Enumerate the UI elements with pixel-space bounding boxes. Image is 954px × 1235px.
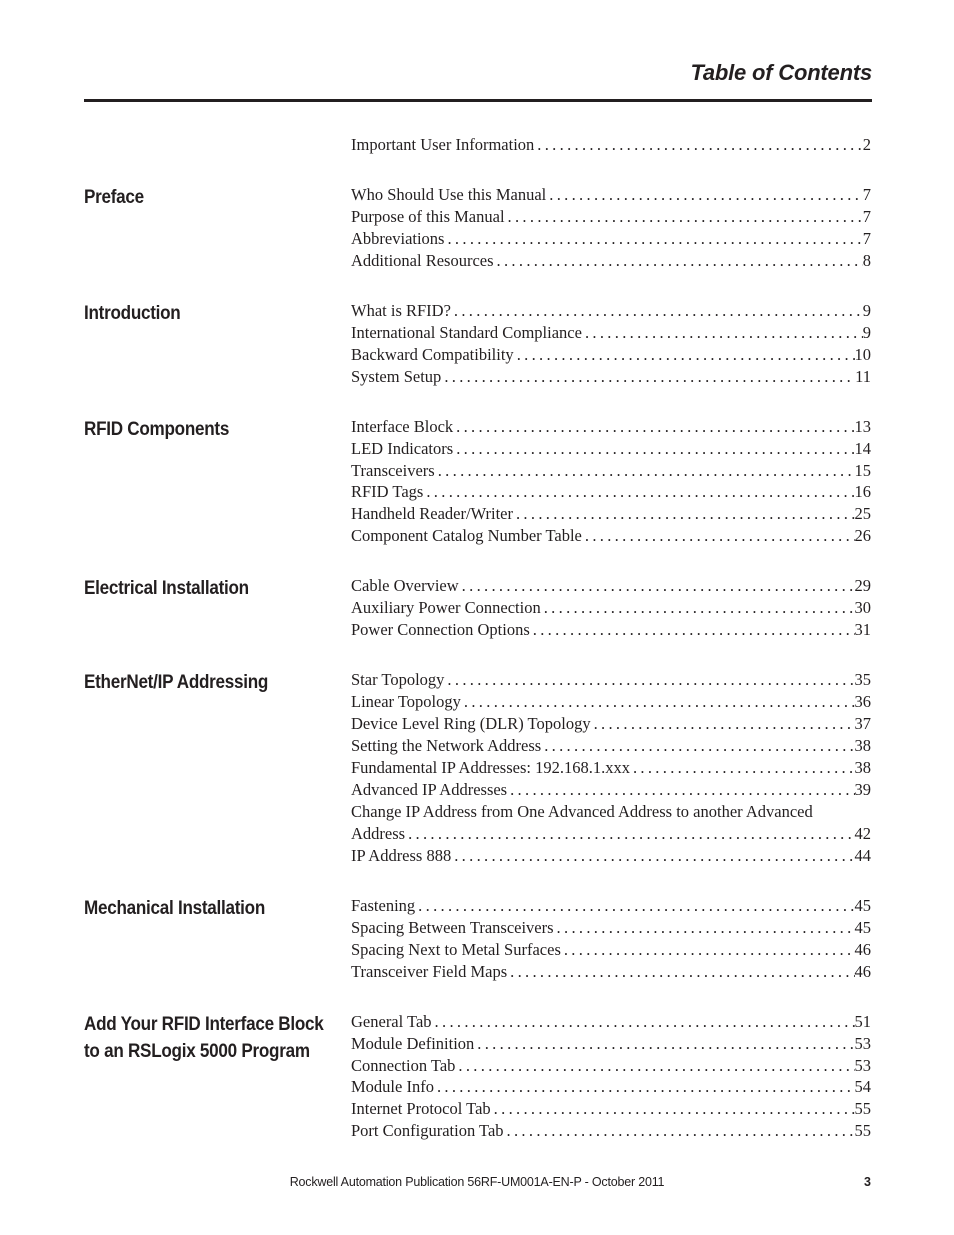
toc-entry-title: Component Catalog Number Table [351, 526, 582, 546]
toc-entry-title: Setting the Network Address [351, 736, 542, 756]
toc-entry-page: 29 [854, 576, 871, 596]
toc-section [84, 1011, 872, 1143]
dot-leader [453, 416, 854, 438]
toc-entry[interactable] [351, 184, 871, 206]
dot-leader [444, 228, 862, 250]
toc-entry[interactable] [351, 939, 871, 961]
toc-entry-title: Port Configuration Tab [351, 1121, 504, 1141]
title-rule [84, 99, 872, 102]
dot-leader [541, 735, 854, 757]
toc-section [84, 895, 872, 983]
toc-section [84, 300, 872, 388]
toc-entry[interactable] [351, 250, 871, 272]
toc-entry-page: 9 [862, 322, 871, 342]
section-heading[interactable] [84, 416, 324, 548]
toc-entry[interactable] [351, 481, 871, 503]
dot-leader [435, 460, 855, 482]
section-entries [351, 184, 871, 272]
dot-leader [455, 1055, 854, 1077]
toc-entry-page: 9 [862, 300, 871, 320]
dot-leader [513, 503, 855, 525]
section-heading[interactable] [84, 895, 324, 983]
dot-leader [591, 713, 855, 735]
toc-section [84, 416, 872, 548]
toc-entry-page: 25 [854, 504, 871, 524]
footer-page-number: 3 [864, 1175, 871, 1189]
toc-entry-page: 16 [854, 482, 871, 502]
toc-entry-page: 35 [854, 670, 871, 690]
toc-entry[interactable] [351, 917, 871, 939]
dot-leader [554, 917, 855, 939]
toc-entry-page: 46 [854, 939, 871, 959]
toc-entry-page: 7 [862, 228, 871, 248]
toc-entry-page: 36 [854, 692, 871, 712]
section-heading[interactable] [84, 575, 324, 641]
dot-leader [582, 322, 863, 344]
toc-entry[interactable] [351, 416, 871, 438]
toc-entry-title: Internet Protocol Tab [351, 1099, 491, 1119]
toc-entry-title: Handheld Reader/Writer [351, 504, 513, 524]
toc-entry-title: General Tab [351, 1011, 432, 1031]
toc-entry-title: Advanced IP Addresses [351, 779, 508, 799]
toc-entry[interactable] [351, 575, 871, 597]
dot-leader [546, 184, 863, 206]
toc-entry-title: Who Should Use this Manual [351, 185, 547, 204]
toc-entry-page: 37 [854, 714, 871, 734]
toc-entry[interactable] [351, 1120, 871, 1142]
dot-leader [507, 961, 854, 983]
section-heading[interactable] [84, 184, 324, 272]
toc-entry-page: 8 [862, 250, 871, 270]
toc-entry-page: 30 [854, 598, 871, 618]
dot-leader [459, 575, 855, 597]
dot-leader [507, 779, 854, 801]
section-heading[interactable] [84, 1011, 324, 1143]
section-entries [351, 669, 871, 867]
toc-entry[interactable] [351, 669, 871, 691]
toc-entry-page: 55 [854, 1099, 871, 1119]
toc-entry[interactable] [351, 366, 871, 388]
dot-leader [491, 1098, 855, 1120]
toc-entry[interactable] [351, 1011, 871, 1033]
section-heading-line: to an RSLogix 5000 Program [84, 1040, 310, 1062]
toc-entry[interactable] [351, 525, 871, 547]
toc-entry-title: Module Info [351, 1077, 434, 1097]
dot-leader [504, 1120, 855, 1142]
dot-leader [432, 1011, 855, 1033]
toc-entry-title: Important User Information [351, 135, 535, 154]
toc-entry[interactable] [351, 503, 871, 525]
toc-entry[interactable] [351, 460, 871, 482]
toc-entry[interactable] [351, 757, 871, 779]
toc-entry-page: 11 [855, 366, 871, 386]
toc-entry-page: 53 [854, 1033, 871, 1053]
section-entries [351, 1011, 871, 1143]
dot-leader [561, 939, 855, 961]
toc-entry-page: 51 [854, 1011, 871, 1031]
dot-leader [494, 250, 863, 272]
section-heading-line: Introduction [84, 302, 181, 324]
toc-entry[interactable] [351, 619, 871, 641]
toc-entry-title: What is RFID? [351, 300, 451, 320]
toc-entry-title: System Setup [351, 366, 442, 386]
dot-leader [582, 525, 855, 547]
toc-entry[interactable] [351, 845, 871, 867]
toc-entry[interactable] [351, 438, 871, 460]
toc-entry-page: 44 [854, 845, 871, 865]
dot-leader [453, 438, 854, 460]
toc-entry-title: Spacing Next to Metal Surfaces [351, 939, 561, 959]
toc-entry-page: 54 [854, 1077, 871, 1097]
dot-leader [514, 344, 855, 366]
toc-entry-title: Transceiver Field Maps [351, 961, 508, 981]
toc-entry[interactable] [351, 1076, 871, 1098]
toc-entry-title: Power Connection Options [351, 620, 530, 640]
toc-entry[interactable] [351, 322, 871, 344]
toc-entry-page: 15 [854, 460, 871, 480]
toc-entry[interactable] [351, 961, 871, 983]
dot-leader [474, 1033, 854, 1055]
toc-section [84, 669, 872, 867]
toc-entry[interactable] [351, 206, 871, 228]
toc-entry[interactable] [351, 823, 871, 845]
toc-entry-page: 45 [854, 917, 871, 937]
dot-leader [505, 206, 863, 228]
toc-entry[interactable] [351, 1055, 871, 1077]
toc-entry-page: 39 [854, 779, 871, 799]
toc-entry-page: 55 [854, 1121, 871, 1141]
dot-leader [630, 757, 855, 779]
dot-leader [434, 1076, 855, 1098]
section-heading[interactable] [84, 669, 324, 867]
toc-entry[interactable] [351, 779, 871, 801]
toc-entry[interactable] [351, 735, 871, 757]
page-title: Table of Contents [690, 60, 872, 85]
toc-entry-page: 13 [854, 416, 871, 436]
section-heading-line: EtherNet/IP Addressing [84, 672, 269, 694]
dot-leader [423, 481, 854, 503]
toc-entry-page: 26 [854, 526, 871, 546]
toc-entry-page: 7 [862, 185, 871, 204]
toc-entry[interactable] [351, 344, 871, 366]
dot-leader [444, 669, 854, 691]
dot-leader [415, 895, 854, 917]
toc-entry-page: 45 [854, 895, 871, 915]
section-heading[interactable] [84, 300, 324, 388]
section-entries [351, 895, 871, 983]
toc-entry-title: Spacing Between Transceivers [351, 917, 554, 937]
toc-entry-title: Device Level Ring (DLR) Topology [351, 714, 591, 734]
section-heading-line: Preface [84, 187, 144, 208]
section-heading-line: Mechanical Installation [84, 897, 265, 919]
toc-entry[interactable] [351, 597, 871, 619]
dot-leader [405, 823, 854, 845]
dot-leader [541, 597, 855, 619]
toc-entry-page: 31 [854, 620, 871, 640]
toc-entry-title: RFID Tags [351, 482, 424, 502]
toc-entry-title: Purpose of this Manual [351, 206, 505, 226]
section-entries [351, 416, 871, 548]
dot-leader [451, 845, 854, 867]
toc-entry-page: 2 [862, 135, 871, 154]
toc-entry-page: 42 [854, 823, 871, 843]
toc-entry-title: Transceivers [351, 460, 435, 480]
dot-leader [451, 300, 863, 322]
toc-entry[interactable] [351, 1098, 871, 1120]
toc-entry-title: Connection Tab [351, 1055, 456, 1075]
front-matter-spacer [84, 134, 872, 156]
toc-entry[interactable] [351, 228, 871, 250]
dot-leader [530, 619, 855, 641]
section-heading-line: Electrical Installation [84, 578, 249, 600]
toc-entry-page: 14 [854, 438, 871, 458]
footer-publication: Rockwell Automation Publication 56RF-UM001A-EN-P - October 2011 [289, 1175, 665, 1189]
toc-sections [84, 134, 872, 1142]
toc-entry-title: Abbreviations [351, 228, 445, 248]
toc-entry-title: Module Definition [351, 1033, 475, 1053]
toc-entry[interactable] [351, 300, 871, 322]
toc-entry-title: Backward Compatibility [351, 344, 514, 364]
toc-entry[interactable] [351, 713, 871, 735]
dot-leader [461, 691, 855, 713]
toc-entry-title-line[interactable]: Change IP Address from One Advanced Address to another Advanced [351, 801, 813, 821]
toc-entry[interactable] [351, 691, 871, 713]
toc-section [84, 184, 872, 272]
toc-entry[interactable] [351, 895, 871, 917]
toc-entry-page: 10 [854, 344, 871, 364]
toc-entry-title: IP Address 888 [351, 845, 452, 865]
toc-entry-title: Address [351, 823, 406, 843]
dot-leader [441, 366, 855, 388]
toc-entry-title: Auxiliary Power Connection [351, 598, 541, 618]
toc-entry-page: 38 [854, 736, 871, 756]
section-heading-line: RFID Components [84, 418, 230, 440]
toc-entry-title: Fundamental IP Addresses: 192.168.1.xxx [351, 758, 630, 778]
toc-entry-title: Linear Topology [351, 692, 461, 712]
toc-entry-title: LED Indicators [351, 438, 454, 458]
toc-entry-page: 38 [854, 758, 871, 778]
toc-entry-title: Fastening [351, 895, 416, 915]
toc-entry-page: 7 [862, 206, 871, 226]
toc-entry-title: Star Topology [351, 670, 445, 690]
toc-section [84, 575, 872, 641]
toc-entry-title: Cable Overview [351, 576, 459, 596]
toc-entry-page: 53 [854, 1055, 871, 1075]
section-entries [351, 300, 871, 388]
toc-entry-title: International Standard Compliance [351, 322, 582, 342]
section-entries [351, 575, 871, 641]
toc-entry-title: Additional Resources [351, 250, 494, 270]
section-heading-line: Add Your RFID Interface Block [84, 1013, 324, 1035]
toc-entry-title: Interface Block [351, 416, 454, 436]
toc-entry-page: 46 [854, 961, 871, 981]
toc-entry[interactable] [351, 1033, 871, 1055]
